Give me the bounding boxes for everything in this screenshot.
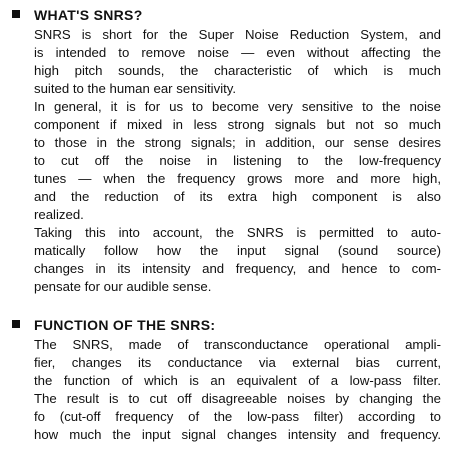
body-line: In general, it is for us to become very sensitive to the noise xyxy=(34,99,441,114)
body-line: realized. xyxy=(34,207,84,222)
body-line: component if mixed in less strong signals but not so much xyxy=(34,117,441,132)
body-line: pensate for our audible sense. xyxy=(34,279,212,294)
body-line: to those in the strong signals; in addition, our sense desires xyxy=(34,135,441,150)
square-bullet-icon xyxy=(12,320,20,328)
body-line: suited to the human ear sensitivity. xyxy=(34,81,237,96)
section-heading xyxy=(6,314,444,336)
body-line: how much the input signal changes intensity and frequency. xyxy=(34,427,441,442)
body-line: fier, changes its conductance via external bias current, xyxy=(34,355,441,370)
body-line: The SNRS, made of transconductance operational ampli- xyxy=(34,337,441,352)
square-bullet-icon xyxy=(12,10,20,18)
heading-text: FUNCTION OF THE SNRS: xyxy=(34,317,216,333)
body-line: is intended to remove noise — even without affecting the xyxy=(34,45,441,60)
section-function-of-snrs xyxy=(6,314,444,444)
body-line: to cut off the noise in listening to the low-frequency xyxy=(34,153,441,168)
body-line: Taking this into account, the SNRS is permitted to auto- xyxy=(34,225,441,240)
section-body xyxy=(34,336,441,444)
body-line: and the reduction of its extra high component is also xyxy=(34,189,441,204)
body-line: the function of which is an equivalent of a low-pass filter. xyxy=(34,373,441,388)
section-body xyxy=(34,26,441,296)
section-heading xyxy=(6,4,444,26)
body-line: The result is to cut off disagreeable noises by changing the xyxy=(34,391,441,406)
body-line: high pitch sounds, the characteristic of which is much xyxy=(34,63,441,78)
body-line: matically follow how the input signal (sound source) xyxy=(34,243,441,258)
heading-text: WHAT'S SNRS? xyxy=(34,7,143,23)
body-line: changes in its intensity and frequency, and hence to com- xyxy=(34,261,441,276)
body-line: SNRS is short for the Super Noise Reduction System, and xyxy=(34,27,441,42)
body-line: tunes — when the frequency grows more and more high, xyxy=(34,171,441,186)
body-line: fo (cut-off frequency of the low-pass filter) according to xyxy=(34,409,441,424)
section-whats-snrs xyxy=(6,4,444,296)
